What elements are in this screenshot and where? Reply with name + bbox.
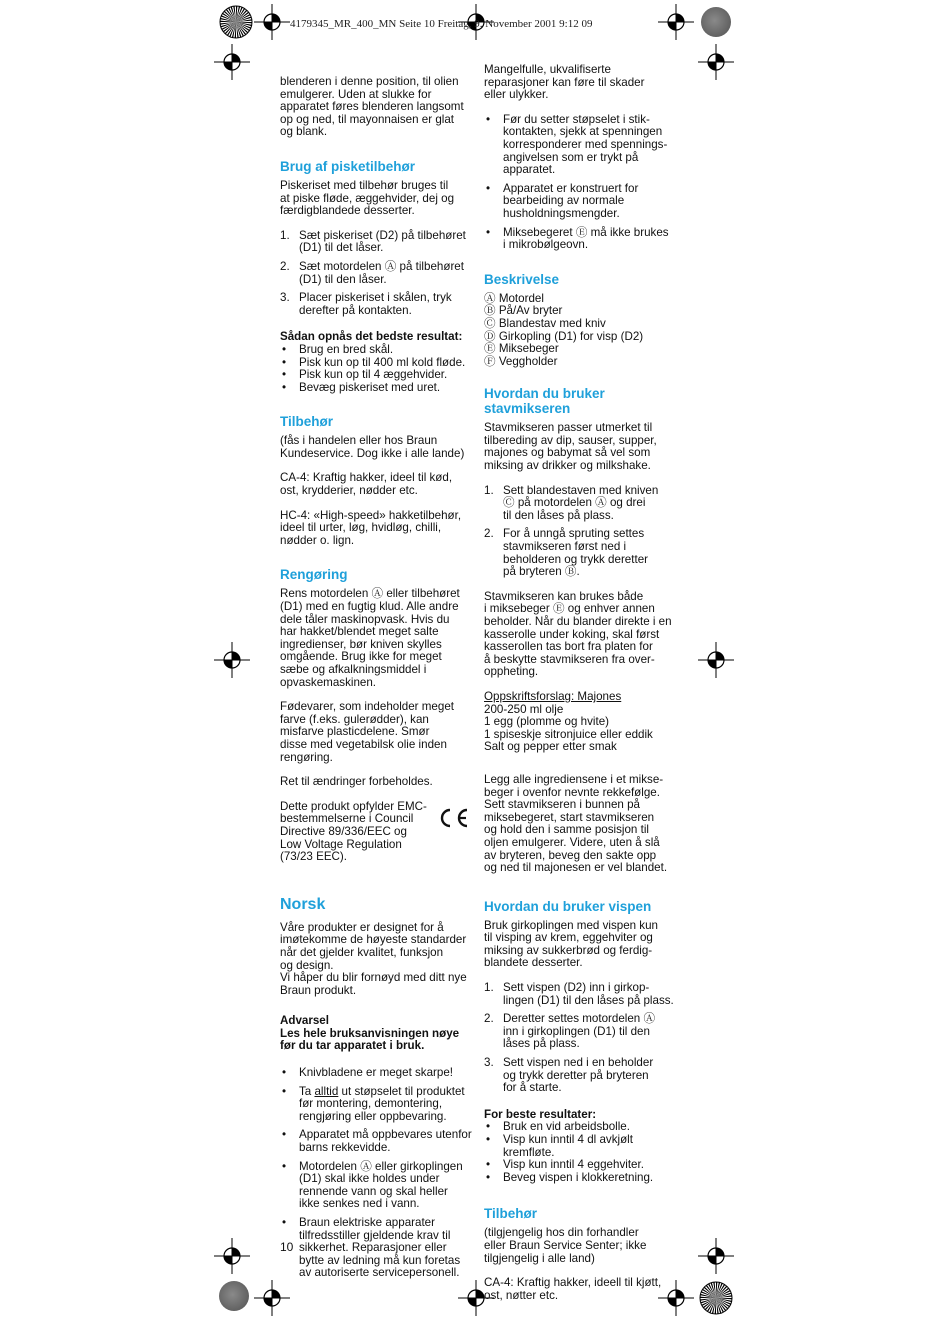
accessory-hc4 xyxy=(280,510,480,548)
text-line: nødder o. lign. xyxy=(280,533,355,547)
text-line: stavmikseren først ned i xyxy=(503,540,627,554)
text-line: av bryteren, beveg den sakte opp xyxy=(484,848,657,862)
registration-crosshair-icon xyxy=(212,42,252,82)
list-item xyxy=(484,183,680,221)
list-item xyxy=(484,1057,680,1095)
text-line: Våre produkter er designet for å xyxy=(280,920,444,934)
text-line: før montering, demontering, xyxy=(299,1097,443,1111)
color-calibration-disc-icon xyxy=(701,7,731,37)
registration-starburst-icon xyxy=(699,1281,733,1315)
emc-statement xyxy=(280,801,480,864)
usage-paragraph xyxy=(484,591,680,679)
text-line: Sett stavmikseren i bunnen på xyxy=(484,798,640,812)
text-line: Salt og pepper etter smak xyxy=(484,740,617,754)
norsk-intro xyxy=(280,922,480,998)
text-line: omgående. Brug ikke for meget xyxy=(280,650,442,664)
tips-list xyxy=(280,344,480,394)
step-number: 2. xyxy=(280,259,290,273)
text-line: Fødevarer, som indeholder meget xyxy=(280,700,454,714)
text-line: beholderen og trykk deretter xyxy=(503,552,649,566)
whisk-steps xyxy=(484,982,680,1095)
page-number: 10 xyxy=(280,1240,294,1254)
text-line: Ⓒ på motordelen Ⓐ og drei xyxy=(503,496,646,510)
text-line: apparatet. xyxy=(503,163,556,177)
text-line: rennende vann og skal heller xyxy=(299,1184,448,1198)
cleaning-paragraph-1 xyxy=(280,588,480,689)
text-line: for å starte. xyxy=(503,1081,562,1095)
text-line: Sett blandestaven med kniven xyxy=(503,483,659,497)
list-item xyxy=(280,1217,480,1280)
text-line: (fås i handelen eller hos Braun xyxy=(280,434,438,448)
text-line: blenderen i denne position, til olien xyxy=(280,75,459,88)
accessories-availability xyxy=(280,435,480,460)
reservation-note: Ret til ændringer forbeholdes. xyxy=(280,775,433,789)
section-heading-usage xyxy=(484,386,680,416)
text-line: • Før du setter støpselet i stik- xyxy=(503,112,650,126)
accessory-ca4 xyxy=(280,472,480,497)
text-line: bytte av ledning må kun foretas xyxy=(299,1253,461,1267)
list-item: • Pisk kun op til 4 æggehvider. xyxy=(280,369,480,382)
text-line: i miksebeger Ⓔ og enhver annen xyxy=(484,602,655,616)
text-line: disse med vegetabilsk olie inden xyxy=(280,737,447,751)
text-line: låses på plass. xyxy=(503,1037,580,1051)
list-item xyxy=(484,982,680,1007)
safety-bullets-continued xyxy=(484,114,680,252)
text-line: Sett vispen (D2) inn i girkop- xyxy=(503,981,650,995)
text-line: beger i ovenfor nevnte rekkefølge. xyxy=(484,785,660,799)
text-line: lingen (D1) til den låses på plass. xyxy=(503,993,674,1007)
text-line: opvaskemaskinen. xyxy=(280,675,377,689)
list-item xyxy=(484,1159,680,1172)
whisk-intro xyxy=(280,180,480,218)
text-line: • Visp kun inntil 4 eggehviter. xyxy=(503,1158,644,1172)
list-item xyxy=(484,528,680,578)
text-line: sæbe og afkalkningsmiddel i xyxy=(280,663,427,676)
registration-crosshair-icon xyxy=(696,640,736,680)
step-number: 1. xyxy=(484,483,494,497)
text-line: miksebegeret, start stavmikseren xyxy=(484,810,655,824)
registration-crosshair-icon xyxy=(212,1236,252,1276)
text-line: å beskytte stavmikseren fra over- xyxy=(484,652,655,666)
text-span: ut støpselet til produktet xyxy=(338,1084,465,1098)
warning-text-line: Les hele bruksanvisningen nøye xyxy=(280,1026,460,1040)
text-line: Bruk girkoplingen med vispen kun xyxy=(484,918,659,932)
text-line: kontakten, sjekk at spenningen xyxy=(503,125,663,139)
step-number: 1. xyxy=(280,228,290,242)
list-item xyxy=(280,1086,480,1124)
text-line: Stavmikseren kan brukes både xyxy=(484,589,644,603)
text-line: (73/23 EEC). xyxy=(280,850,348,864)
list-item xyxy=(280,261,480,286)
text-line: Sæt piskeriset (D2) på tilbehøret xyxy=(299,228,466,242)
step-number: 3. xyxy=(484,1056,494,1070)
text-line: Deretter settes motordelen Ⓐ xyxy=(503,1012,656,1026)
text-line: Low Voltage Regulation xyxy=(280,837,402,851)
text-line: ost, krydderier, nødder etc. xyxy=(280,484,418,498)
text-line: • Beveg vispen i klokkeretning. xyxy=(503,1170,654,1184)
usage-steps xyxy=(484,485,680,579)
text-line: Braun produkt. xyxy=(280,983,357,997)
tips-heading: For beste resultater: xyxy=(484,1107,597,1121)
recipe xyxy=(484,691,680,754)
list-item: • Bevæg piskeriset med uret. xyxy=(280,382,480,395)
heading-line: stavmikseren xyxy=(484,401,571,417)
ce-mark-icon xyxy=(436,807,470,829)
text-line: eller ulykker. xyxy=(484,88,549,102)
list-item xyxy=(484,485,680,523)
section-heading-norsk: Norsk xyxy=(280,895,326,913)
text-line: miksing av sukkerbrød og ferdig- xyxy=(484,943,653,957)
text-line: reparasjoner kan føre til skader xyxy=(484,75,645,89)
text-line: til den låses på plass. xyxy=(503,508,614,522)
text-line: • Apparatet er konstruert for xyxy=(503,181,639,195)
text-line: • Visp kun inntil 4 dl avkjølt xyxy=(503,1133,633,1146)
text-line: 1 spiseskje sitronjuice eller eddik xyxy=(484,727,653,741)
text-line: (D1) med en fugtig klud. Alle andre xyxy=(280,600,459,614)
text-line: • Knivbladene er meget skarpe! xyxy=(299,1066,454,1080)
step-number: 2. xyxy=(484,1012,494,1026)
text-line: oppheting. xyxy=(484,665,539,679)
text-line: barns rekkevidde. xyxy=(299,1141,391,1155)
text-line: imøtekomme de høyeste standarder xyxy=(280,933,467,947)
text-line: CA-4: Kraftig hakker, ideell til kjøtt, xyxy=(484,1276,662,1290)
part-item: Ⓓ Girkopling (D1) for visp (D2) xyxy=(484,329,644,343)
registration-starburst-icon xyxy=(219,5,253,39)
section-heading-whisk-use: Hvordan du bruker vispen xyxy=(484,898,652,914)
text-line: korresponderer med spennings- xyxy=(503,137,668,151)
text-line: (D1) skal ikke holdes under xyxy=(299,1172,440,1186)
text-line: majones og babymat så vel som xyxy=(484,446,651,460)
right-column xyxy=(484,64,680,1314)
warning-title: Advarsel xyxy=(280,1014,329,1028)
text-line: apparatet føres blenderen langsomt xyxy=(280,100,464,114)
text-line: (tilgjengelig hos din forhandler xyxy=(484,1226,639,1240)
text-line: tilgjengelig i alle land) xyxy=(484,1251,595,1265)
usage-intro xyxy=(484,422,680,472)
text-line: op og ned, til mayonnaisen er glat xyxy=(280,112,455,126)
text-line: tilfredsstiller gjeldende krav til xyxy=(299,1228,451,1242)
text-line: i mikrobølgeovn. xyxy=(503,238,589,252)
left-column xyxy=(280,64,480,1292)
text-line: og ned til majonesen er vel blandet. xyxy=(484,861,668,875)
registration-crosshair-icon xyxy=(212,640,252,680)
part-item: Ⓔ Miksebeger xyxy=(484,342,559,356)
text-line: Legg alle ingrediensene i et mikse- xyxy=(484,772,664,786)
text-line: ost, nøtter etc. xyxy=(484,1288,559,1302)
step-number: 2. xyxy=(484,527,494,541)
list-item xyxy=(280,1067,480,1080)
accessory-ca4 xyxy=(484,1277,680,1302)
registration-crosshair-icon xyxy=(696,42,736,82)
list-item xyxy=(484,114,680,177)
text-line: Directive 89/336/EEC og xyxy=(280,824,407,838)
text-line: Piskeriset med tilbehør bruges til xyxy=(280,178,449,192)
text-line: emulgerer. Uden at slukke for xyxy=(280,87,432,101)
text-line: • Bruk en vid arbeidsbolle. xyxy=(503,1120,630,1134)
text-line: rengøring. xyxy=(280,750,333,764)
text-line: at piske fløde, æggehvider, dej og xyxy=(280,191,455,205)
text-line: og hold den i samme posisjon til xyxy=(484,823,649,837)
text-line: ideel til urter, løg, hvidløg, chilli, xyxy=(280,521,442,535)
emphasis-underline: alltid xyxy=(314,1084,339,1098)
registration-crosshair-icon xyxy=(696,1236,736,1276)
text-line: ingredienser, bør kniven skylles xyxy=(280,637,442,651)
text-line: angivelsen som er trykt på xyxy=(503,150,639,164)
text-line: bestemmelserne i Council xyxy=(280,812,414,826)
tips-heading: Sådan opnås det bedste resultat: xyxy=(280,330,463,344)
text-line: farve (f.eks. gulerødder), kan xyxy=(280,712,429,726)
parts-list xyxy=(484,293,680,369)
section-heading-description: Beskrivelse xyxy=(484,271,560,287)
registration-crosshair-icon xyxy=(656,2,696,42)
text-line: rengjøring eller oppbevaring. xyxy=(299,1109,447,1123)
part-item: Ⓐ Motordel xyxy=(484,291,544,305)
warning-text-line: før du tar apparatet i bruk. xyxy=(280,1039,425,1053)
list-item xyxy=(280,1129,480,1154)
list-item xyxy=(280,230,480,255)
text-line: Vi håper du blir fornøyd med ditt nye xyxy=(280,971,467,985)
text-line: • Motordelen Ⓐ eller girkoplingen xyxy=(299,1159,463,1173)
section-heading-accessories-no: Tilbehør xyxy=(484,1206,538,1222)
text-line: blandete desserter. xyxy=(484,956,583,970)
text-line: kasserolle under koking, skal først xyxy=(484,627,660,641)
text-line: Sæt motordelen Ⓐ på tilbehøret xyxy=(299,259,464,273)
part-item: Ⓑ På/Av bryter xyxy=(484,304,563,318)
text-line: For å unngå spruting settes xyxy=(503,527,645,541)
step-number: 3. xyxy=(280,291,290,305)
text-line: 200-250 ml olje xyxy=(484,702,564,716)
text-line: eller Braun Service Senter; ikke xyxy=(484,1238,647,1252)
text-span: Ta xyxy=(299,1084,315,1098)
text-line: oljen emulgerer. Videre, uten å slå xyxy=(484,835,660,849)
text-line: beholder. Når du blander direkte i en xyxy=(484,615,672,628)
list-item xyxy=(484,227,680,252)
text-line: bearbeiding av normale xyxy=(503,194,625,208)
section-heading-whisk: Brug af pisketilbehør xyxy=(280,158,416,174)
text-line: og blank. xyxy=(280,125,328,139)
text-line: Mangelfulle, ukvalifiserte xyxy=(484,63,611,76)
part-item: Ⓕ Veggholder xyxy=(484,354,558,368)
list-item xyxy=(484,1134,680,1159)
text-line: Rens motordelen Ⓐ eller tilbehøret xyxy=(280,587,460,601)
text-line: færdigblandede desserter. xyxy=(280,204,415,218)
text-line: 1 egg (plomme og hvite) xyxy=(484,715,610,729)
text-line: miksing av drikker og milkshake. xyxy=(484,459,651,473)
whisk-steps xyxy=(280,230,480,318)
text-line: HC-4: «High-speed» hakketilbehør, xyxy=(280,508,462,522)
text-line: (D1) til den låser. xyxy=(299,272,387,286)
recipe-title: Oppskriftsforslag: Majones xyxy=(484,689,622,703)
section-heading-cleaning: Rengøring xyxy=(280,567,348,583)
list-item xyxy=(280,292,480,317)
part-item: Ⓒ Blandestav med kniv xyxy=(484,316,606,330)
text-line: • Braun elektriske apparater xyxy=(299,1216,435,1229)
step-number: 1. xyxy=(484,981,494,995)
text-line: Sett vispen ned i en beholder xyxy=(503,1056,654,1070)
accessories-availability xyxy=(484,1227,680,1265)
whisk-intro xyxy=(484,920,680,970)
text-line: misfarve plasticdelene. Smør xyxy=(280,725,430,739)
text-line: Stavmikseren passer utmerket til xyxy=(484,421,653,435)
text-line: husholdningsmengder. xyxy=(503,206,620,220)
continued-paragraph xyxy=(484,64,680,102)
text-line: ikke senkes ned i vann. xyxy=(299,1197,420,1211)
text-line: og trykk deretter på bryteren xyxy=(503,1068,649,1082)
recipe-method xyxy=(484,774,680,875)
text-line: har hakket/blendet meget salte xyxy=(280,625,439,639)
text-line: kasserollen tas bort fra platen for xyxy=(484,640,653,654)
text-line: inn i girkoplingen (D1) til den xyxy=(503,1024,650,1038)
list-item xyxy=(484,1172,680,1185)
cleaning-paragraph-2 xyxy=(280,701,480,764)
text-line: • Apparatet må oppbevares utenfor xyxy=(299,1128,472,1142)
list-item xyxy=(484,1013,680,1051)
heading-line: Hvordan du bruker xyxy=(484,386,605,402)
tips-list xyxy=(484,1121,680,1184)
text-line: til visping av krem, eggehviter og xyxy=(484,931,653,945)
text-line: av autoriserte servicepersonell. xyxy=(299,1266,460,1280)
list-item xyxy=(280,1161,480,1211)
text-line: dele tåler maskinopvask. Hvis du xyxy=(280,612,450,626)
safety-bullets xyxy=(280,1067,480,1280)
list-item: • Brug en bred skål. xyxy=(280,344,480,357)
text-line: på bryteren Ⓑ. xyxy=(503,565,580,579)
text-line: (D1) til det låser. xyxy=(299,241,384,255)
text-line: og design. xyxy=(280,958,334,972)
text-line: sikkerhet. Reparasjoner eller xyxy=(299,1241,447,1255)
section-heading-accessories: Tilbehør xyxy=(280,414,334,430)
text-line: Placer piskeriset i skålen, tryk xyxy=(299,291,452,305)
text-line: CA-4: Kraftig hakker, ideel til kød, xyxy=(280,471,453,485)
list-item: • Pisk kun op til 400 ml kold fløde. xyxy=(280,357,480,370)
text-line: tilbereding av dip, sauser, supper, xyxy=(484,433,657,447)
text-line: derefter på kontakten. xyxy=(299,303,412,317)
text-line: Dette produkt opfylder EMC- xyxy=(280,799,427,813)
text-line: når det gjelder kvalitet, funksjon xyxy=(280,945,444,959)
registration-crosshair-icon xyxy=(252,2,292,42)
text-line: • Miksebegeret Ⓔ må ikke brukes xyxy=(503,225,669,239)
print-header-line: 4179345_MR_400_MN Seite 10 Freitag, 9. November 2001 9:12 09 xyxy=(290,18,593,30)
text-line: kremfløte. xyxy=(503,1145,555,1159)
text-line: Kundeservice. Dog ikke i alle lande) xyxy=(280,446,465,460)
color-calibration-disc-icon xyxy=(219,1281,249,1311)
